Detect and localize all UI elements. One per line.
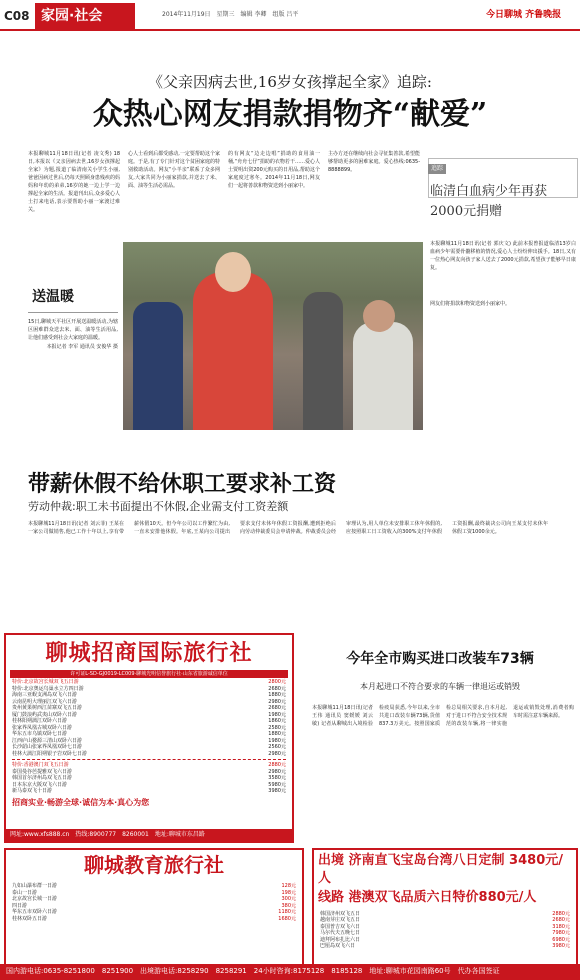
side-title: 临清白血病少年再获2000元捐赠	[430, 184, 548, 219]
ad3-list: 韩国济州双飞五日 2880元 越南芽庄双飞五日 2680元 泰国普吉双飞六日 3180元 马尔代夫五晚七日 7980元 迪拜阿布扎比六日 6980元 巴厘岛双飞六日 3980元	[320, 910, 570, 950]
ad2-list: 九如山瀑布群一日游 128元 泰山一日游 198元 北京故宫长城一日游 300元 四日游 380元 华东五市双卧六日游 1180元 桂林双卧五日游 1680元	[12, 883, 296, 922]
story3-subtitle: 劳动仲裁:职工未书面提出不休假,企业需支付工资差额	[28, 500, 289, 513]
side-tag: 追踪	[428, 164, 446, 174]
ad1-domestic-list: 特价:北京故宫长城双飞五日游 2800元 特价:北京奥运鸟巢水立方四日游 2680元 海南三亚蜈支洲岛双飞六日游 1880元 云南昆明大理丽江双飞六日游 2980元 贵州黄果树西江苗寨双飞五日游 2680元 厦门鼓浪屿武夷山双卧六日游 1980元 桂林阳朔漓江双卧六日游 1860元 张家界凤凰古城双卧六日游 2580元 华东五市乌镇双卧七日游 1880元 江西庐山婺源三清山双卧六日游 1980元 长沙韶山张家界凤凰双卧七日游 2560元 桂林大漓江阳朔银子岩双卧七日游 2980元	[12, 679, 286, 757]
story2-title: 送温暖	[32, 289, 74, 305]
page-number: C08	[4, 9, 30, 23]
woman-figure	[353, 322, 413, 430]
ad1-divider	[12, 757, 286, 760]
ad1-footer: 网址:www.xfs888.cn 热线:8900777 8260001 地址:聊城市东昌路	[6, 829, 292, 841]
story2-divider	[28, 312, 118, 313]
story3-body: 本报聊城11月18日讯(记者 刘云菲) 王某在一家公司做销售,他已工作十年以上,享有带薪休假10天。但今年公司以工作繁忙为由,一直未安排他休假。年底,王某向公司提出要求支付未休年休假工资报酬,遭到拒绝后向劳动仲裁委员会申请仲裁。仲裁委员会经审理认为,用人单位未安排职工休年休假的,应按照职工日工资收入的300%支付年休假工资报酬,最终裁决公司向王某支付未休年休假工资1000余元。	[28, 521, 548, 535]
header-divider	[0, 29, 580, 31]
section-title: 家园·社会	[35, 3, 135, 29]
man-figure	[303, 292, 343, 430]
travel-ad-outbound	[312, 848, 578, 976]
story1-column-3: 的有网友“边走边唱”捐助的食用油一桶,“舟舟七仔”捐助的衣物若干……爱心人士贾明出资200元购买的日用品,帮助这个家庭度过寒冬。2014年11月18日,网友们一起将善款和物资送到小丽家中。	[228, 151, 320, 189]
photo-caption: 网友们将捐款和物资送到小丽家中。	[430, 301, 511, 307]
story1-column-1: 本报聊城11月18日讯(记者 凌文秀) 18日,本报以《父亲因病去世,16岁女孩撑起全家》为题,报道了临清南关小学生小丽,爸爸因病过世后,仍每天照顾身患残疾的妈妈和年幼的弟弟,16岁的她一边上学一边撑起全家的生活。报道刊出后,众多爱心人士打来电话,表示要帮助小丽一家渡过难关。	[28, 151, 120, 213]
story4-subtitle: 本月起进口不符合要求的车辆一律退运或销毁	[360, 682, 520, 691]
paper-logo: 今日聊城 齐鲁晚报	[486, 10, 562, 20]
footer-bar: 国内游电话:0635-8251800 8251900 出境游电话:8258290 8258291 24小时咨询:8175128 8185128 地址:聊城市花园南路60号 代办各国签证	[0, 964, 580, 980]
story1-subtitle: 《父亲因病去世,16岁女孩撑起全家》追踪:	[148, 73, 432, 91]
story2-body: 15日,聊城天平社区开展送温暖活动,为辖区困难群众送去米、面、油等生活用品,让他们感受到社会大家庭的温暖。 本报记者 李军 通讯员 安俊华 摄	[28, 319, 118, 350]
news-photo	[123, 242, 423, 430]
story1-column-4: 主办方还在继续向社会寻征集善款,希望能够帮助更多的困难家庭。爱心热线:0635-8888899。	[328, 151, 420, 173]
girl-face	[215, 252, 251, 292]
travel-ad-zhaoshang	[4, 633, 294, 843]
ad1-license: 许可证L-SD-GJ0019-LC009·聊城光明信誉旅行社·山东省旅游诚信单位	[10, 670, 288, 679]
ad2-title: 聊城教育旅行社	[84, 853, 224, 877]
travel-ad-education	[4, 848, 304, 976]
story3-title: 带薪休假不给休职工要求补工资	[28, 471, 337, 497]
side-body: 本报聊城11月18日讯(记者 郭庆文) 此前本报曾报道临清13岁白血病少年需要骨髓移植的情况,爱心人士纷纷伸出援手。18日,又有一位热心网友向孩子家人送去了2000元捐款,希望孩子能够早日康复。	[430, 241, 576, 271]
story1-title: 众热心网友捐款捐物齐“献爱”	[92, 97, 488, 132]
ad1-title: 聊城招商国际旅行社	[45, 640, 253, 666]
story1-column-2: 心人士看到后都受感动,一定要帮助这个家庭。于是,有了专门针对这个贫困家庭的特别救助活动。网友“小羊亲”联系了众多网友,大家共同为小丽家捐款,并送去了米、面、油等生活必需品。	[128, 151, 220, 189]
ad1-outbound-list: 特价:香港澳门双飞五日游 2880元 泰国曼谷芭提雅双飞六日游 2980元 韩国首尔济州岛双飞五日游 3580元 日本东京大阪双飞六日游 5980元 新马泰双飞十日游 3980元	[12, 762, 286, 795]
boy-figure	[133, 302, 183, 430]
story4-body: 本报聊城11月18日讯(记者 王伟 通讯员 窦媛媛 刘云敏) 记者从聊城出入境检验检疫局获悉,今年以来,全市共进口改装车辆73辆,货值837.3万美元。按照国家质检总局相关要求,自本月起,对于进口不符合安全技术规范的改装车辆,将一律实施退运或销毁处理,消费者购车时需注意车辆来源。	[312, 705, 574, 727]
ad3-title: 出境 济南直飞宝岛台湾八日定制 3480元/人	[318, 853, 563, 886]
ad1-slogan: 招商实业·畅游全球·诚信为本·真心为您	[12, 797, 150, 807]
woman-face	[363, 300, 395, 332]
ad3-title2: 线路 港澳双飞品质六日特价880元/人	[318, 890, 537, 906]
story4-title: 今年全市购买进口改装车73辆	[346, 651, 534, 667]
issue-date: 2014年11月19日 星期三 编辑 李卿 组版 吕平	[162, 11, 299, 18]
girl-figure	[193, 272, 273, 430]
